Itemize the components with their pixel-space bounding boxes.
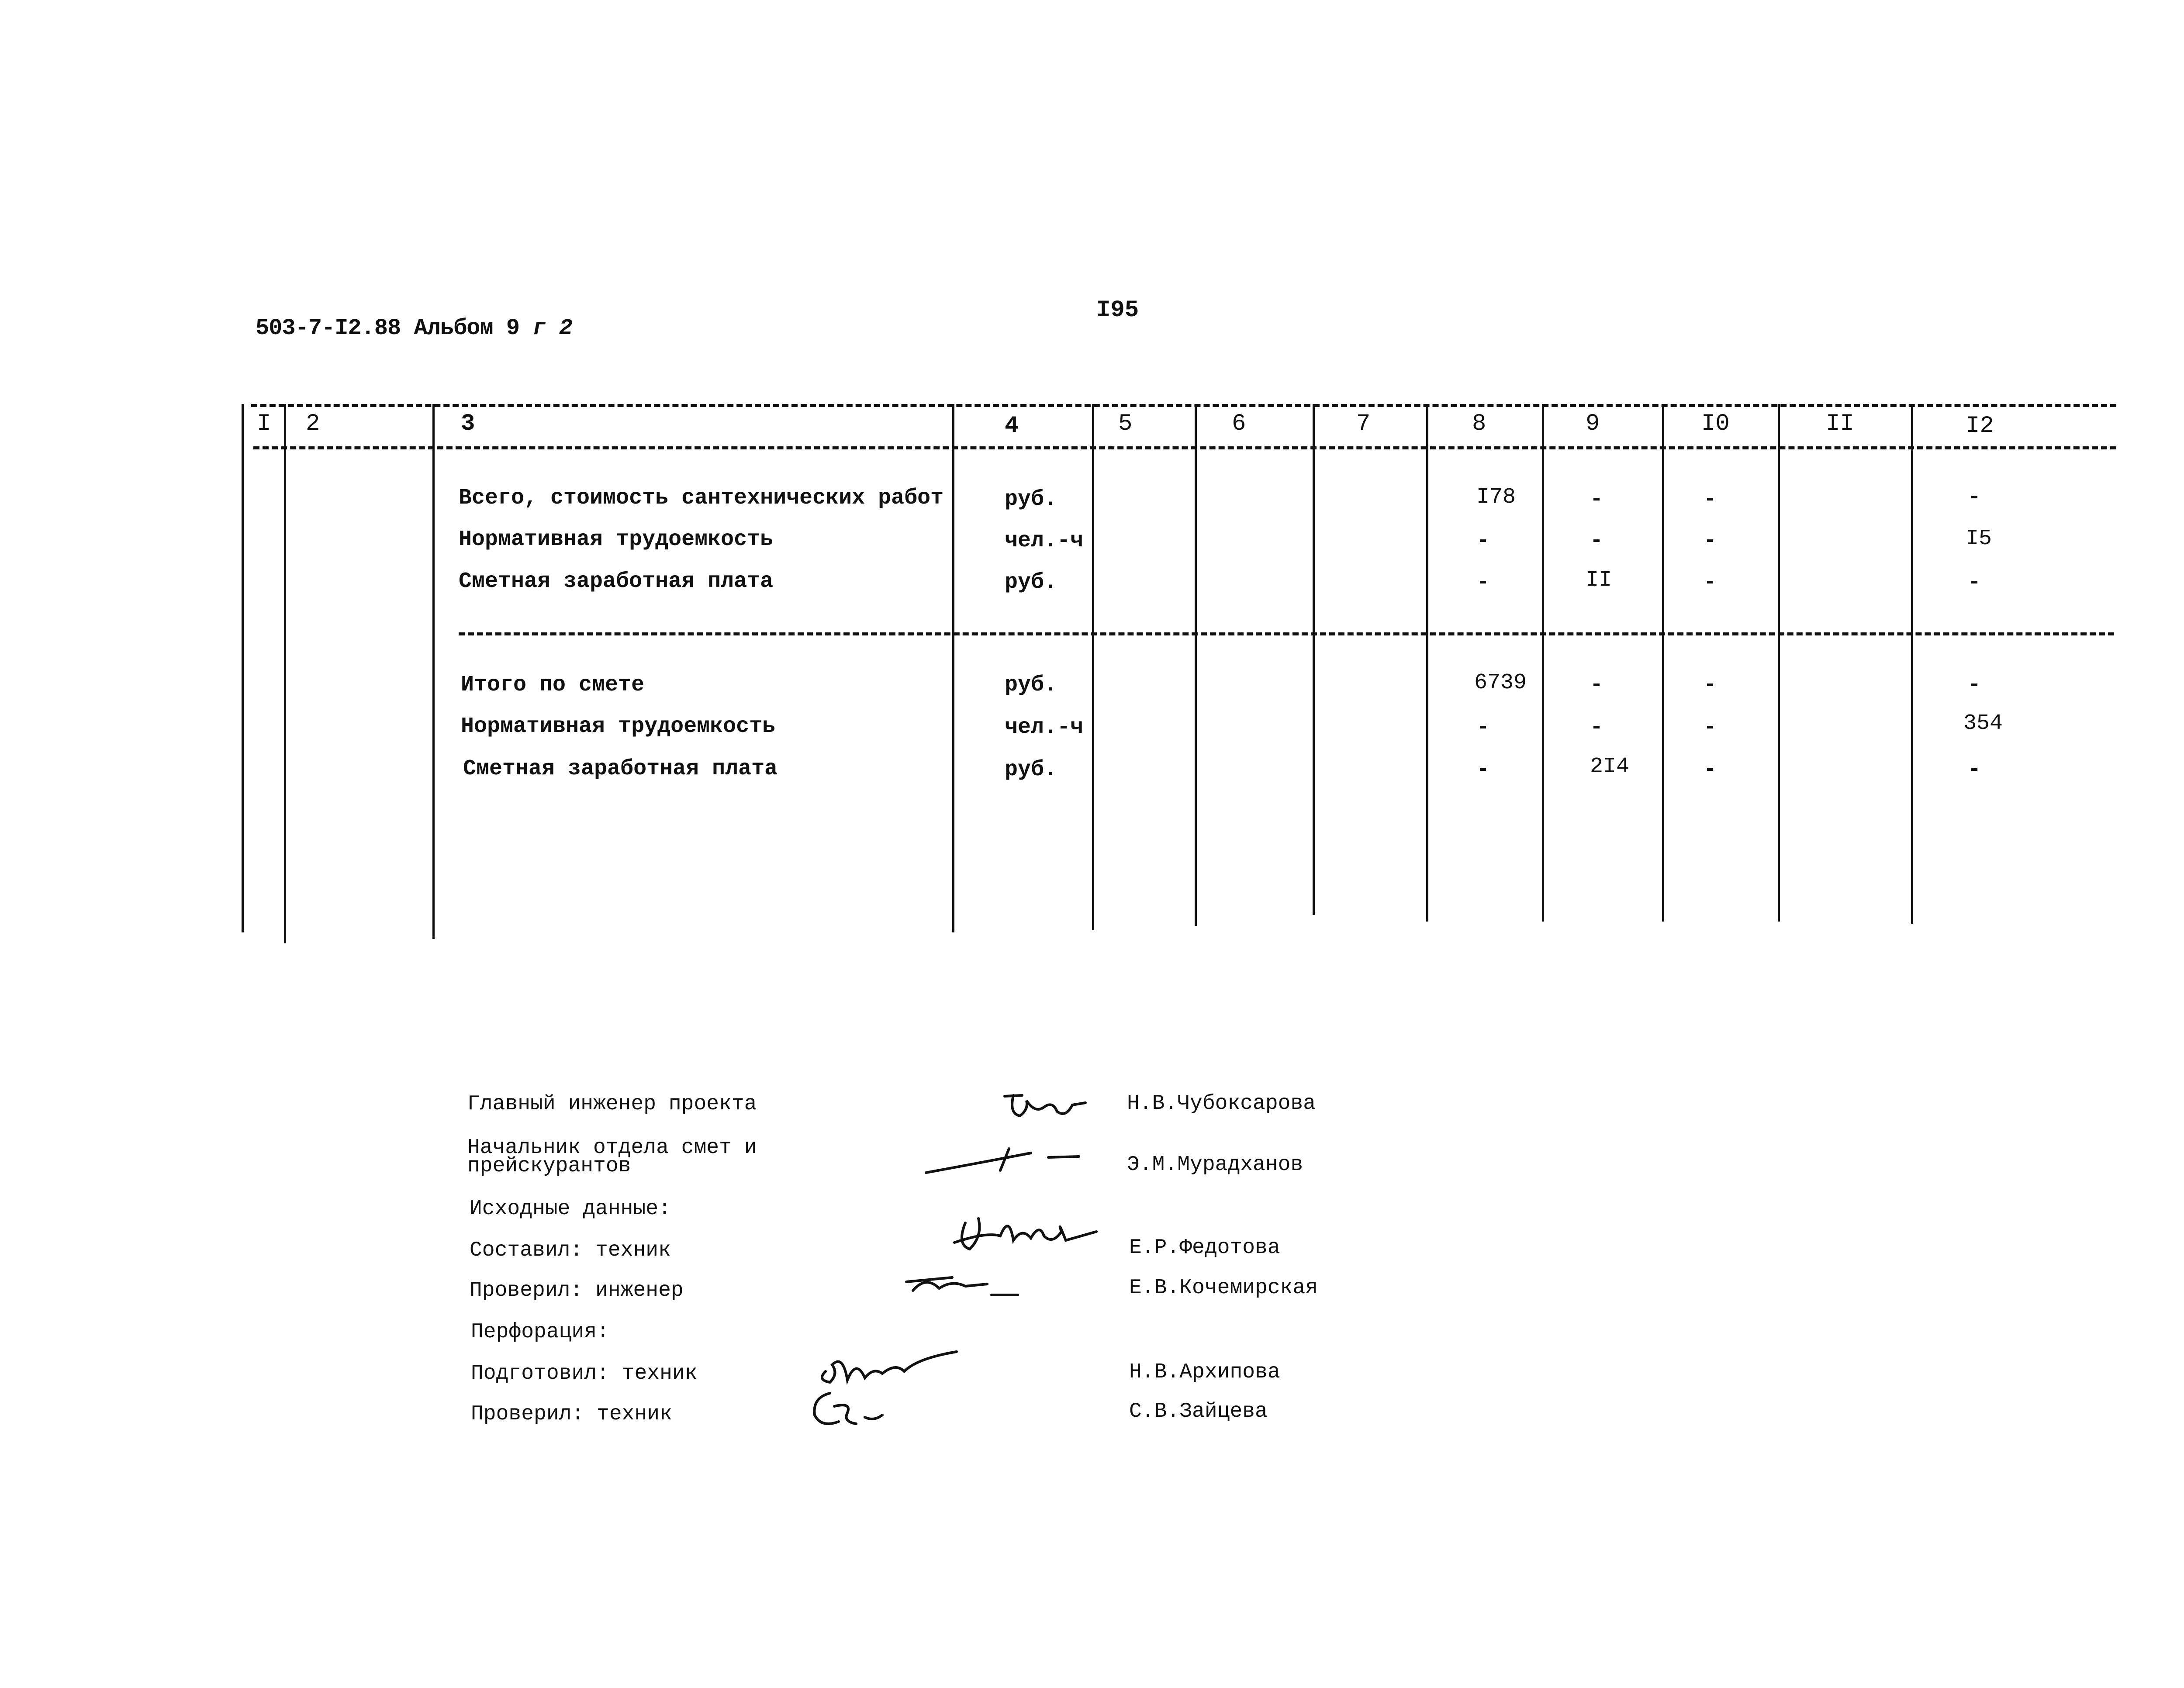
column-number: 6 — [1232, 411, 1246, 437]
dept-head-label-line1: Начальник отдела смет и — [467, 1136, 757, 1160]
row-col-12: - — [1968, 673, 1981, 697]
row-description: Нормативная трудоемкость — [459, 527, 774, 552]
row-col-12: 354 — [1963, 711, 2003, 736]
column-number: 4 — [1005, 413, 1019, 439]
row-unit: руб. — [1005, 673, 1057, 697]
column-number: 2 — [306, 411, 320, 437]
row-col-8: - — [1476, 570, 1490, 595]
table-top-rule — [251, 404, 2116, 407]
chief-engineer-name: Н.В.Чубоксарова — [1127, 1092, 1316, 1115]
section-divider-rule — [459, 632, 2114, 635]
row-col-8: - — [1476, 528, 1490, 553]
chief-engineer-label: Главный инженер проекта — [467, 1092, 757, 1116]
column-number: I2 — [1966, 413, 1994, 439]
row-col-12: I5 — [1966, 526, 1992, 551]
row-col-9: II — [1586, 568, 1612, 593]
row-col-10: - — [1704, 487, 1717, 512]
column-line-12 — [1911, 404, 1913, 924]
row-unit: чел.-ч — [1005, 528, 1084, 553]
prepared-name: Н.В.Архипова — [1129, 1360, 1280, 1384]
column-line-7 — [1313, 404, 1315, 915]
prepared-label: Подготовил: техник — [471, 1362, 698, 1385]
dept-head-signature — [922, 1140, 1088, 1179]
compiled-name: Е.Р.Федотова — [1129, 1236, 1280, 1260]
row-col-10: - — [1704, 570, 1717, 595]
row-unit: чел.-ч — [1005, 715, 1084, 740]
checked-technician-label: Проверил: техник — [471, 1402, 672, 1426]
row-col-12: - — [1968, 757, 1981, 782]
album-label: Альбом 9 — [414, 315, 520, 341]
column-line-3 — [432, 404, 435, 939]
compiled-signature — [948, 1205, 1105, 1262]
row-description: Всего, стоимость сантехнических работ — [459, 486, 944, 511]
row-col-9: - — [1590, 528, 1603, 553]
column-number: 7 — [1356, 411, 1371, 437]
dept-head-name: Э.М.Мурадханов — [1127, 1153, 1303, 1177]
row-col-10: - — [1704, 715, 1717, 740]
row-col-12: - — [1968, 570, 1981, 595]
row-col-9: - — [1590, 487, 1603, 512]
column-line-11 — [1778, 404, 1780, 922]
row-col-9: - — [1590, 715, 1603, 740]
checked-engineer-name: Е.В.Кочемирская — [1129, 1276, 1318, 1300]
perforation-label: Перфорация: — [471, 1320, 609, 1344]
chief-engineer-signature — [996, 1083, 1092, 1131]
row-unit: руб. — [1005, 487, 1057, 512]
column-line-1 — [242, 404, 244, 932]
column-number: I0 — [1701, 411, 1730, 437]
column-line-4 — [952, 404, 954, 932]
row-col-8: - — [1476, 715, 1490, 740]
compiled-label: Составил: техник — [470, 1239, 671, 1262]
row-description: Сметная заработная плата — [459, 569, 774, 594]
row-unit: руб. — [1005, 570, 1057, 595]
row-col-8: - — [1476, 757, 1490, 782]
row-col-9: - — [1590, 673, 1603, 697]
row-col-10: - — [1704, 673, 1717, 697]
row-col-9: 2I4 — [1590, 754, 1630, 779]
column-line-10 — [1662, 404, 1664, 922]
checked-technician-signature — [804, 1380, 891, 1433]
header-bottom-rule — [253, 446, 2116, 449]
row-col-10: - — [1704, 528, 1717, 553]
column-number: 3 — [461, 411, 475, 437]
row-col-8: 6739 — [1474, 670, 1527, 695]
column-line-6 — [1195, 404, 1197, 926]
column-number: II — [1826, 411, 1854, 437]
checked-engineer-signature — [900, 1267, 1022, 1301]
row-description: Нормативная трудоемкость — [461, 714, 776, 739]
column-number: 8 — [1472, 411, 1486, 437]
dept-head-label-line2: прейскурантов — [467, 1154, 631, 1178]
column-number: 9 — [1586, 411, 1600, 437]
row-col-12: - — [1968, 485, 1981, 510]
row-description: Сметная заработная плата — [463, 756, 778, 781]
source-data-label: Исходные данные: — [470, 1197, 671, 1221]
document-code — [256, 315, 572, 341]
row-description: Итого по смете — [461, 673, 645, 697]
column-number: 5 — [1118, 411, 1133, 437]
document-code-number: 503-7-I2.88 — [256, 315, 401, 341]
checked-technician-name: С.В.Зайцева — [1129, 1400, 1268, 1423]
column-number: I — [257, 411, 271, 437]
page-number: I95 — [1096, 297, 1139, 324]
row-col-10: - — [1704, 757, 1717, 782]
column-line-9 — [1542, 404, 1544, 922]
column-line-5 — [1092, 404, 1094, 930]
album-tail: г 2 — [532, 315, 572, 341]
row-unit: руб. — [1005, 757, 1057, 782]
column-line-8 — [1426, 404, 1428, 922]
row-col-8: I78 — [1476, 485, 1516, 510]
checked-engineer-label: Проверил: инженер — [470, 1279, 684, 1302]
column-line-2 — [284, 404, 286, 943]
